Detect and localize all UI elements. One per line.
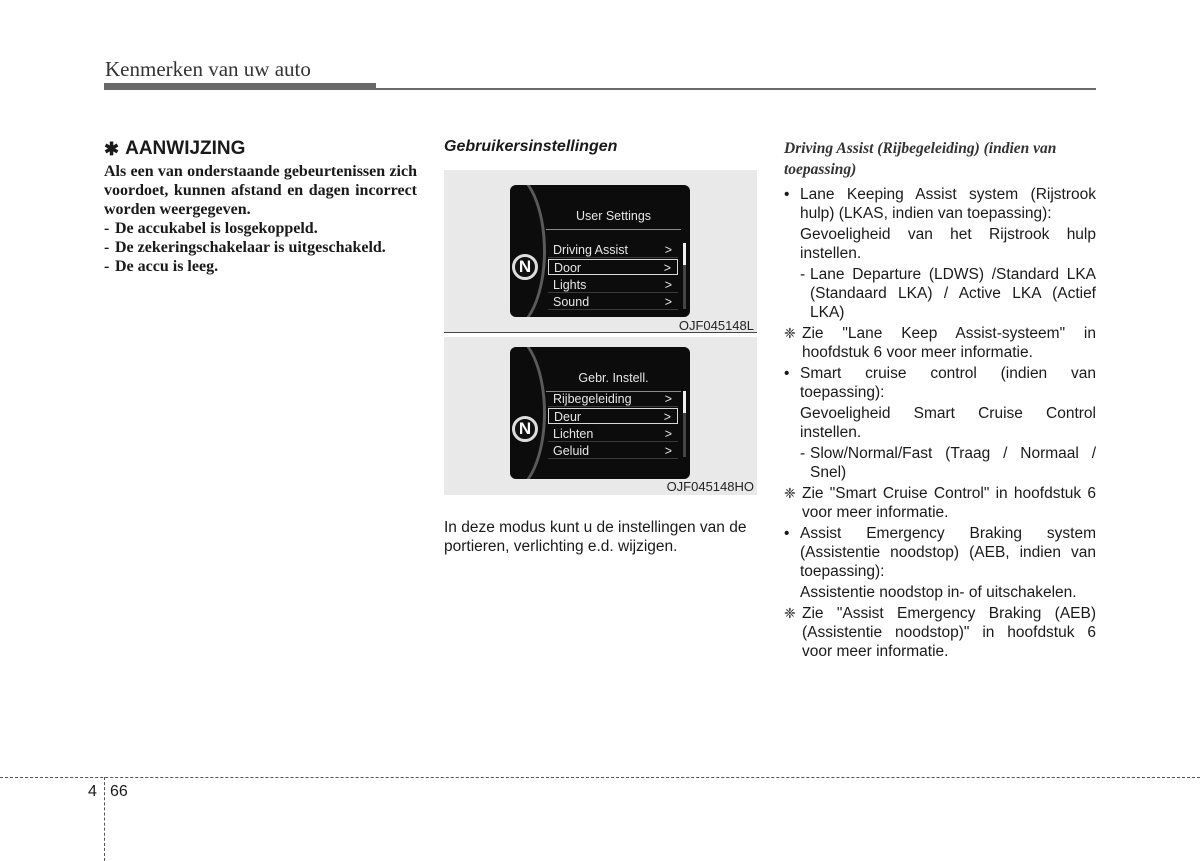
scrollbar-thumb	[683, 391, 686, 413]
reference-icon: ❈	[784, 325, 796, 341]
bullet-desc: Assistentie noodstop in- of uitschakelen.	[800, 584, 1077, 601]
cluster-display	[510, 185, 690, 317]
reference-icon: ❈	[784, 485, 796, 501]
bullet-desc: Gevoeligheid Smart Cruise Control instellen.	[800, 405, 1096, 441]
figure-user-settings-en	[444, 170, 757, 333]
asterisk-icon: ✱	[104, 138, 120, 159]
user-settings-section	[444, 138, 757, 156]
menu-item-lichten[interactable]	[548, 426, 678, 442]
bullet-icon: •	[784, 365, 790, 382]
menu-title: Gebr. Instell.	[578, 371, 649, 385]
note-intro: Als een van onderstaande gebeurtenissen zich voordoet, kunnen afstand en dagen incorrect worden weergegeven.	[104, 163, 417, 218]
running-header: Kenmerken van uw auto	[105, 57, 311, 81]
section-heading: Driving Assist (Rijbegeleiding) (indien van toepassing)	[784, 140, 1057, 178]
menu-scrollbar	[683, 391, 686, 457]
menu-item-label: Deur	[554, 410, 582, 424]
bullet-item-lkas	[784, 185, 1096, 223]
gauge-arc	[510, 185, 546, 317]
chevron-right-icon: >	[664, 427, 672, 441]
bullet-icon: •	[784, 186, 790, 203]
chevron-right-icon: >	[664, 295, 672, 309]
reference-note	[784, 484, 1096, 522]
header-rule-thin	[376, 88, 1096, 90]
reference-text: Zie "Smart Cruise Control" in hoofdstuk 6 voor meer informatie.	[802, 485, 1096, 521]
figure-code: OJF045148HO	[666, 479, 754, 494]
sub-text: Lane Departure (LDWS) /Standard LKA (Standaard LKA) / Active LKA (Actief LKA)	[810, 266, 1096, 321]
cluster-display	[510, 347, 690, 479]
note-item-dash: -	[104, 258, 110, 275]
footer-rule	[0, 777, 1200, 778]
sub-item	[784, 265, 1096, 322]
reference-text: Zie "Assist Emergency Braking (AEB) (Assistentie noodstop)" in hoofdstuk 6 voor meer informatie.	[802, 605, 1096, 660]
reference-text: Zie "Lane Keep Assist-systeem" in hoofdstuk 6 voor meer informatie.	[802, 325, 1096, 361]
scrollbar-thumb	[683, 243, 686, 265]
menu-item-rijbegeleiding[interactable]	[548, 391, 678, 407]
menu-item-deur[interactable]	[548, 408, 678, 424]
note-item-text: De zekeringschakelaar is uitgeschakeld.	[115, 239, 386, 256]
gear-indicator: N	[512, 416, 538, 442]
menu-divider	[546, 229, 681, 230]
note-heading	[104, 138, 417, 160]
figure-user-settings-nl	[444, 337, 757, 495]
driving-assist-section	[784, 138, 1096, 663]
menu-item-label: Rijbegeleiding	[553, 392, 632, 406]
note-item	[104, 257, 417, 276]
menu-item-label: Door	[554, 261, 582, 275]
sub-dash: -	[800, 445, 806, 462]
menu-item-lights[interactable]	[548, 277, 678, 293]
bullet-title: Assist Emergency Braking system (Assistentie noodstop) (AEB, indien van toepassing):	[800, 525, 1096, 580]
body-paragraph: In deze modus kunt u de instellingen van de portieren, verlichting e.d. wijzigen.	[444, 519, 747, 555]
footer-divider	[104, 777, 105, 861]
bullet-title: Lane Keeping Assist system (Rijstrook hulp) (LKAS, indien van toepassing):	[800, 186, 1096, 222]
bullet-item-scc	[784, 364, 1096, 402]
bullet-desc: Gevoeligheid van het Rijstrook hulp instellen.	[800, 226, 1096, 262]
menu-item-label: Lichten	[553, 427, 594, 441]
note-item	[104, 238, 417, 257]
note-item	[104, 219, 417, 238]
reference-note	[784, 604, 1096, 661]
menu-item-label: Geluid	[553, 444, 590, 458]
menu-title: User Settings	[575, 209, 652, 223]
figure-code: OJF045148L	[678, 318, 754, 333]
gear-indicator: N	[512, 254, 538, 280]
chapter-number: 4	[88, 783, 97, 800]
section-heading: Gebruikersinstellingen	[444, 138, 618, 155]
menu-item-sound[interactable]	[548, 294, 678, 310]
bullet-title: Smart cruise control (indien van toepassing):	[800, 365, 1096, 401]
chevron-right-icon: >	[664, 278, 672, 292]
menu-item-geluid[interactable]	[548, 443, 678, 459]
note-box	[104, 138, 417, 276]
note-item-dash: -	[104, 239, 110, 256]
bullet-item-aeb	[784, 524, 1096, 581]
note-item-text: De accukabel is losgekoppeld.	[115, 220, 318, 237]
gauge-arc	[510, 347, 546, 479]
chevron-right-icon: >	[663, 261, 671, 275]
menu-item-label: Sound	[553, 295, 590, 309]
chevron-right-icon: >	[664, 243, 672, 257]
menu-item-driving-assist[interactable]	[548, 242, 678, 258]
menu-scrollbar	[683, 243, 686, 309]
sub-item	[784, 444, 1096, 482]
menu-item-door[interactable]	[548, 259, 678, 275]
chevron-right-icon: >	[664, 444, 672, 458]
menu-item-label: Driving Assist	[553, 243, 629, 257]
chevron-right-icon: >	[663, 410, 671, 424]
bullet-icon: •	[784, 525, 790, 542]
chevron-right-icon: >	[664, 392, 672, 406]
note-item-text: De accu is leeg.	[115, 258, 219, 275]
reference-icon: ❈	[784, 605, 796, 621]
menu-item-label: Lights	[553, 278, 587, 292]
reference-note	[784, 324, 1096, 362]
note-item-dash: -	[104, 220, 110, 237]
sub-dash: -	[800, 266, 806, 283]
sub-text: Slow/Normal/Fast (Traag / Normaal / Snel)	[810, 445, 1096, 481]
page-number: 66	[110, 783, 128, 800]
note-heading-label: AANWIJZING	[125, 138, 246, 159]
header-rule-thick	[104, 83, 376, 90]
